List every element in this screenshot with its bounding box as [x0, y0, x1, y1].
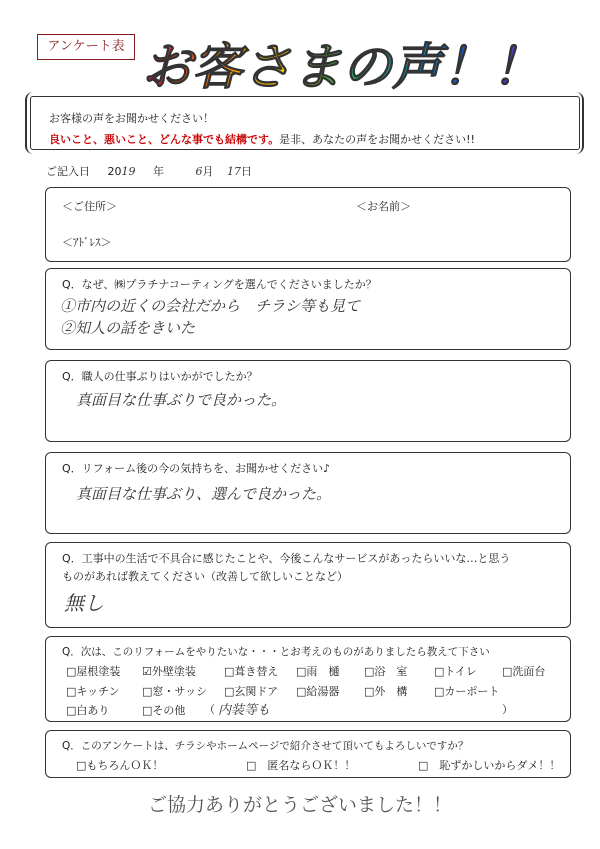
answer-4[interactable]: 無し — [64, 591, 104, 615]
year-unit: 年 — [153, 165, 164, 178]
answer-1-line-2[interactable]: ②知人の話をきいた — [60, 319, 196, 337]
option-termite[interactable]: □白あり — [66, 704, 110, 717]
survey-badge: アンケート表 — [37, 34, 135, 60]
option-reroofing[interactable]: □葺き替え — [224, 665, 279, 678]
month-value[interactable]: 6 — [195, 165, 203, 178]
question-6: Q．このアンケートは、チラシやホームページで紹介させて頂いてもよろしいですか？ — [62, 740, 469, 752]
question-3: Q．リフォーム後の今の気持ちを、お聞かせください♪ — [62, 462, 331, 475]
year-prefix: 20 — [107, 165, 122, 178]
option-entrance-door[interactable]: □玄関ドア — [224, 685, 279, 698]
name-label: ＜お名前＞ — [356, 200, 411, 213]
day-unit: 日 — [241, 165, 252, 178]
date-row — [46, 163, 252, 179]
other-paren-close: ） — [502, 703, 513, 716]
month-unit: 月 — [202, 165, 214, 178]
answer-1-line-1[interactable]: ①市内の近くの会社だから チラシ等も見て — [60, 297, 361, 315]
option-other[interactable]: □その他 — [142, 704, 186, 717]
intro-request: 是非、あなたの声をお聞かせください!! — [279, 133, 475, 146]
address-label: ＜ご住所＞ — [62, 200, 117, 213]
question-5: Q．次は、このリフォームをやりたいな・・・とお考えのものがありましたら教えて下さい — [62, 646, 490, 658]
question-3-box — [45, 452, 571, 534]
option-exterior[interactable]: □外 構 — [364, 685, 408, 698]
thanks-message: ご協力ありがとうございました！！ — [147, 794, 452, 816]
option-carport[interactable]: □カーポート — [434, 685, 500, 698]
permission-anonymous[interactable]: □ 匿名ならＯＫ！！ — [246, 759, 356, 772]
question-4-line-2: ものがあれば教えてください（改善して欲しいことなど） — [62, 570, 348, 583]
intro-highlight: 良いこと、悪いこと、どんな事でも結構です。 — [49, 133, 280, 146]
option-roof-paint[interactable]: □屋根塗装 — [66, 665, 121, 678]
day-value[interactable]: 17 — [227, 165, 241, 178]
permission-no[interactable]: □ 恥ずかしいからダメ！！ — [418, 759, 561, 772]
option-kitchen[interactable]: □キッチン — [66, 685, 120, 698]
question-4-box — [45, 542, 571, 628]
question-6-box — [45, 730, 571, 778]
page-title — [138, 28, 548, 100]
intro-line-2 — [49, 131, 475, 147]
intro-banner — [30, 96, 580, 150]
contact-box — [45, 187, 571, 262]
question-5-box — [45, 636, 571, 722]
option-wall-paint[interactable]: ☑外壁塗装 — [142, 665, 196, 678]
year-value[interactable]: 19 — [121, 165, 136, 178]
option-toilet[interactable]: □トイレ — [434, 665, 477, 678]
question-1: Q．なぜ、㈱プラチナコーティングを選んでくださいましたか？ — [62, 278, 377, 291]
answer-2[interactable]: 真面目な仕事ぶりで良かった。 — [76, 391, 287, 409]
option-gutter[interactable]: □雨 樋 — [296, 665, 340, 678]
intro-line: お客様の声をお聞かせください！ — [49, 112, 214, 125]
email-label: ＜ｱﾄﾞﾚｽ＞ — [62, 236, 112, 249]
other-answer[interactable]: 内装等も — [218, 703, 271, 718]
question-1-box — [45, 268, 571, 350]
question-4-line-1: Q．工事中の生活で不具合に感じたことや、今後こんなサービスがあったらいいな…と思う — [62, 552, 511, 565]
permission-ok[interactable]: □もちろんＯＫ！ — [76, 759, 164, 772]
option-washbasin[interactable]: □洗面台 — [502, 665, 546, 678]
other-paren-open: （ — [204, 703, 215, 716]
question-2-box — [45, 360, 571, 442]
date-label: ご記入日 — [46, 165, 90, 178]
page-title-text: お客さまの声！！ — [142, 38, 542, 96]
option-window-sash[interactable]: □窓・サッシ — [142, 685, 208, 698]
option-water-heater[interactable]: □給湯器 — [296, 685, 340, 698]
question-2: Q．職人の仕事ぶりはいかがでしたか？ — [62, 370, 258, 383]
answer-3[interactable]: 真面目な仕事ぶり、選んで良かった。 — [76, 485, 332, 503]
option-bathroom[interactable]: □浴 室 — [364, 665, 408, 678]
